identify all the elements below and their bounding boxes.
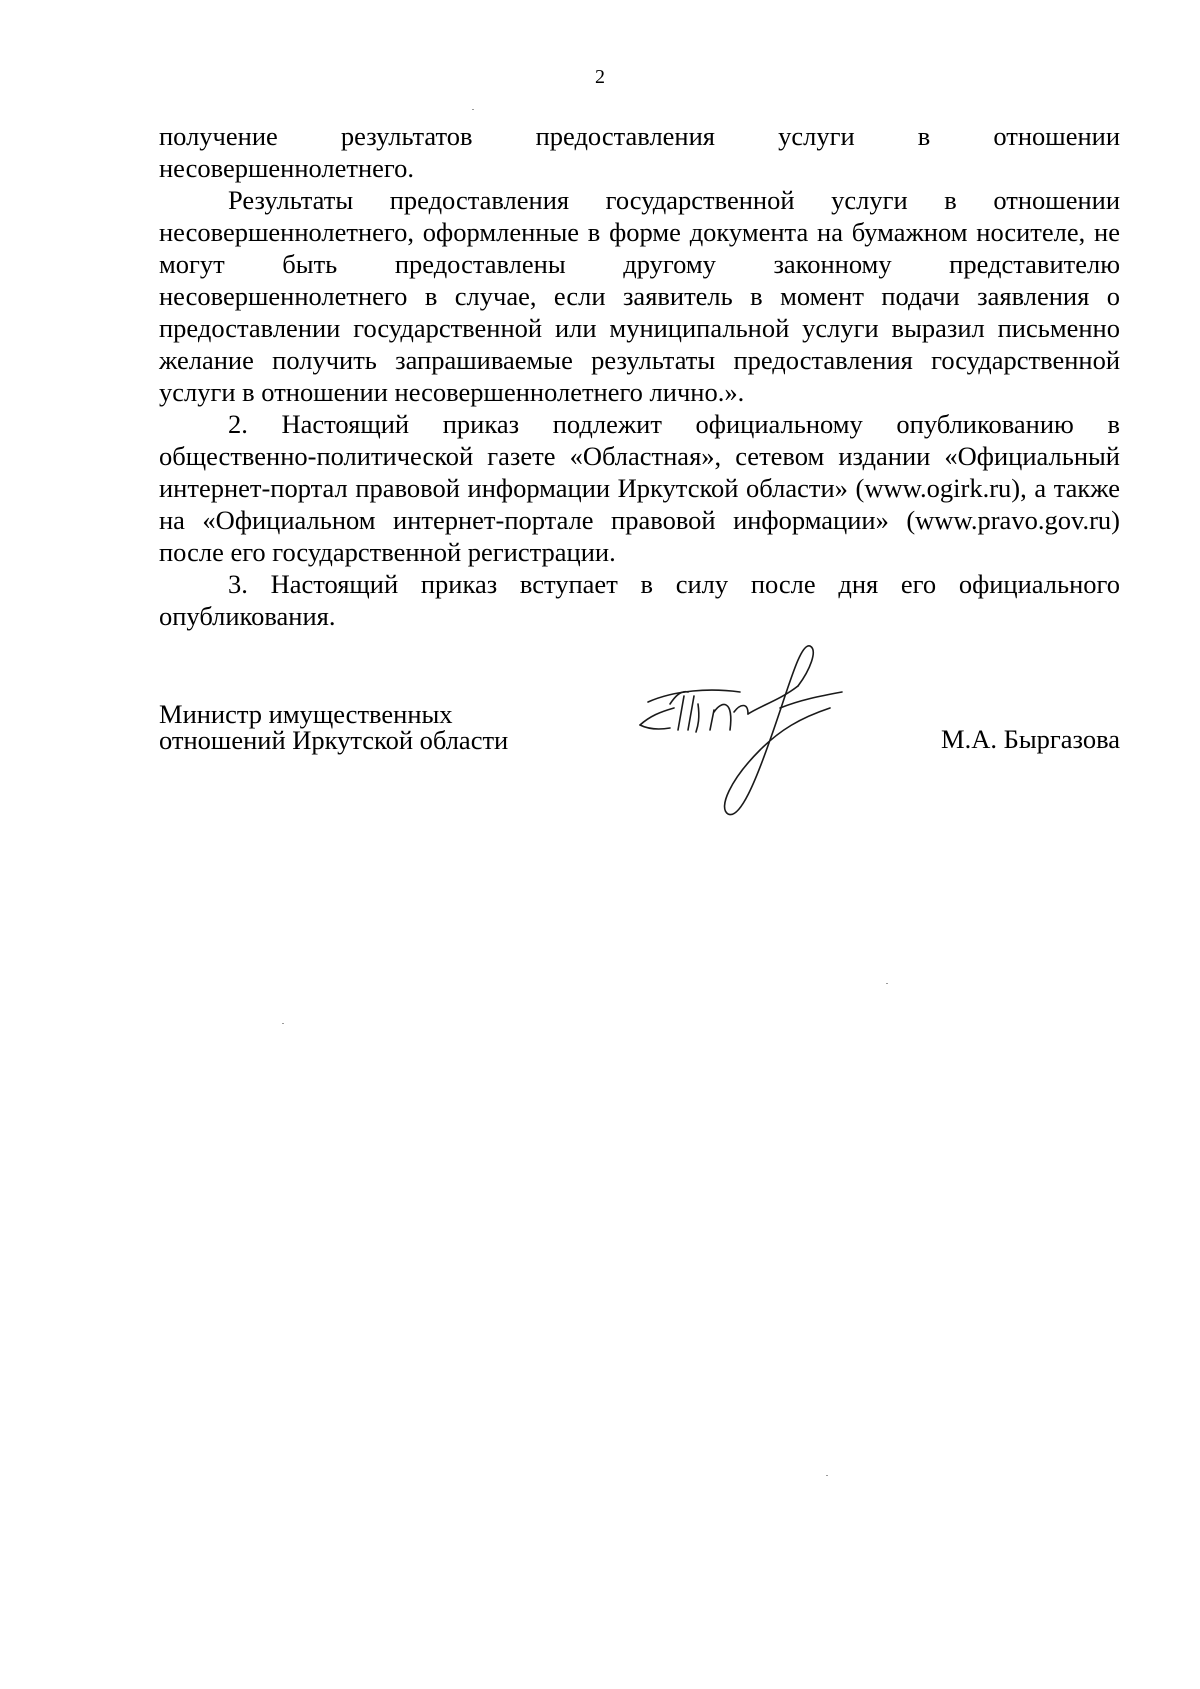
signatory-title <box>159 701 508 753</box>
scan-speck <box>826 1475 828 1476</box>
paragraph-publication-clause: 2. Настоящий приказ подлежит официальному опубликованию в общественно-политической газете «Областная», сетевом издании «Официальный интернет-портал правовой информации Иркутской области» (www.ogirk.ru), а также на «Официальном интернет-портале правовой информации» (www.pravo.gov.ru) после его государственной регистрации. <box>159 409 1120 567</box>
paragraph-results-restriction: Результаты предоставления государственной услуги в отношении несовершеннолетнего, оформленные в форме документа на бумажном носителе, не могут быть предоставлены другому законному представителю несовершеннолетнего в случае, если заявитель в момент подачи заявления о предоставлении государственной или муниципальной услуги выразил письменно желание получить запрашиваемые результаты предоставления государственной услуги в отношении несовершеннолетнего лично.». <box>159 185 1120 407</box>
scan-speck <box>472 109 474 110</box>
paragraph-continuation-line-1: получение результатов предоставления услуги в отношении <box>159 121 1120 151</box>
signatory-title-line-2: отношений Иркутской области <box>159 725 509 755</box>
paragraph-continuation-line-2: несовершеннолетнего. <box>159 153 415 183</box>
handwritten-signature <box>630 630 860 830</box>
page-number: 2 <box>595 66 605 88</box>
scan-speck <box>282 1023 284 1024</box>
signatory-title-line-1: Министр имущественных <box>159 699 453 729</box>
scan-speck <box>886 983 888 984</box>
document-body <box>159 120 1120 632</box>
signer-name: М.А. Быргазова <box>941 724 1120 754</box>
paragraph-effective-date-clause: 3. Настоящий приказ вступает в силу после дня его официального опубликования. <box>159 569 1120 631</box>
